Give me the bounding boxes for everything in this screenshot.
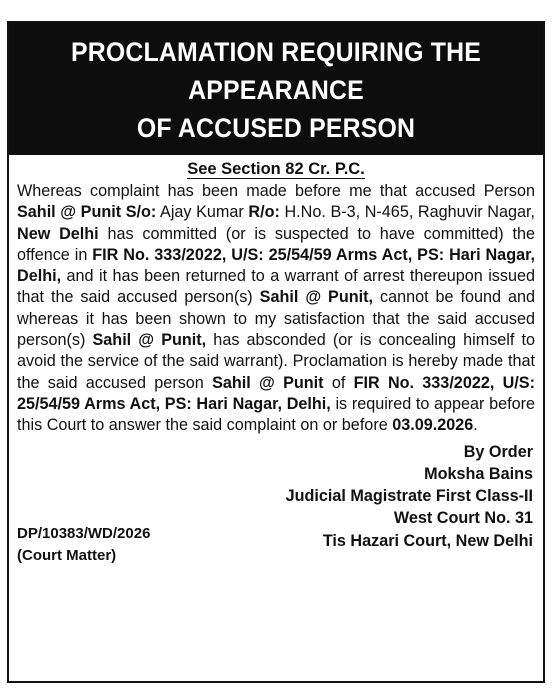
body-run: Ajay Kumar: [156, 203, 249, 222]
court-matter: (Court Matter): [17, 546, 117, 564]
body-run: .: [473, 416, 478, 435]
order-signature-block: [286, 441, 533, 552]
body-run: has absconded (or is concealing himself to avoid the service of the said warrant). Proclamation is hereby made that the said accused person: [17, 331, 536, 392]
body-run: and it has been returned to a warrant of arrest thereupon issued that the said accused person(s): [17, 267, 535, 307]
body-run: has committed (or is suspected to have committed) the offence in: [17, 224, 535, 264]
body-emphasis: Sahil @ Punit S/o:: [17, 203, 157, 222]
body-run: of: [323, 373, 354, 392]
court-location: Tis Hazari Court, New Delhi: [322, 531, 533, 550]
notice-title: [30, 23, 521, 155]
proclamation-notice: [7, 21, 545, 683]
magistrate-name: Moksha Bains: [424, 464, 533, 483]
reference-block: [17, 523, 150, 568]
body-run: cannot be found and whereas it has been shown to my satisfaction that the said accused person(s): [17, 288, 535, 350]
by-order: By Order: [463, 442, 533, 461]
notice-footer: [17, 437, 535, 577]
body-emphasis: Sahil @ Punit,: [259, 288, 374, 307]
section-reference: [9, 159, 543, 179]
body-emphasis: Sahil @ Punit: [212, 373, 324, 392]
title-line-2: OF ACCUSED PERSON: [136, 113, 416, 143]
body-run: Whereas complaint has been made before me that accused Person: [17, 182, 535, 200]
title-line-1: PROCLAMATION REQUIRING THE APPEARANCE: [70, 37, 482, 105]
body-emphasis: FIR No. 333/2022, U/S: 25/54/59 Arms Act, PS: Hari Nagar, Delhi,: [17, 373, 535, 413]
body-emphasis: New Delhi: [17, 224, 99, 243]
body-emphasis: 03.09.2026: [392, 416, 474, 435]
reference-number: DP/10383/WD/2026: [17, 524, 151, 542]
proclamation-body: [17, 181, 535, 437]
body-emphasis: R/o:: [248, 203, 280, 222]
body-emphasis: Sahil @ Punit,: [92, 331, 207, 350]
magistrate-designation: Judicial Magistrate First Class-II: [285, 487, 533, 506]
body-run: H.No. B-3, N-465, Raghuvir Nagar,: [279, 203, 535, 222]
court-number: West Court No. 31: [393, 509, 533, 528]
body-emphasis: FIR No. 333/2022, U/S: 25/54/59 Arms Act, PS: Hari Nagar, Delhi,: [17, 245, 535, 286]
section-text: See Section 82 Cr. P.C.: [187, 160, 365, 178]
body-run: is required to appear before this Court to answer the said complaint on or before: [17, 394, 535, 435]
notice-header: [9, 23, 543, 155]
